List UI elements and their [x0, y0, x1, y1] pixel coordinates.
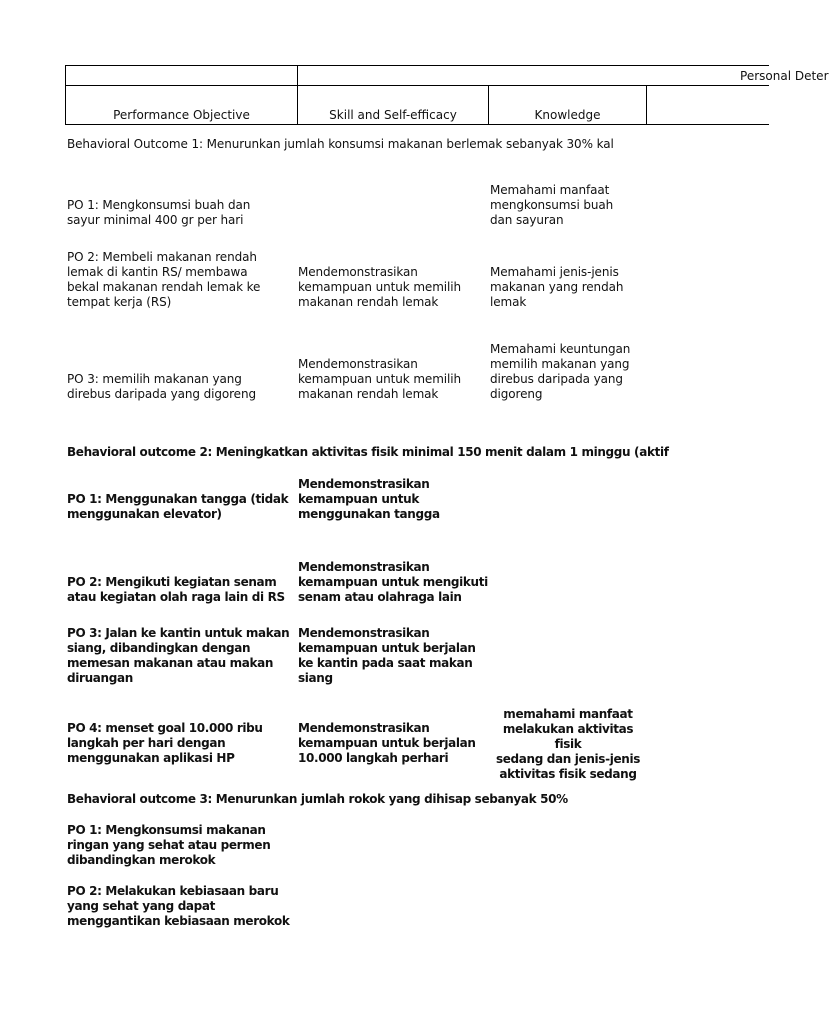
skill-header: Skill and Self-efficacy: [298, 86, 489, 125]
outcome1-po1-knowledge: Memahami manfaat mengkonsumsi buah dan sayuran: [490, 183, 614, 227]
outcome1-title: Behavioral Outcome 1: Menurunkan jumlah konsumsi makanan berlemak sebanyak 30% kal: [67, 137, 614, 151]
outcome2-po4-skill: Mendemonstrasikan kemampuan untuk berjalan 10.000 langkah perhari: [298, 721, 476, 765]
personal-determinants-header: [298, 66, 829, 86]
outcome2-po2: PO 2: Mengikuti kegiatan senam atau kegiatan olah raga lain di RS: [67, 575, 285, 604]
knowledge-header: Knowledge: [489, 86, 647, 125]
outcome2-po3: PO 3: Jalan ke kantin untuk makan siang, dibandingkan dengan memesan makanan atau makan diruangan: [67, 626, 290, 685]
outcome2-po4: PO 4: menset goal 10.000 ribu langkah per hari dengan menggunakan aplikasi HP: [67, 721, 263, 765]
header-next-column: [647, 86, 769, 125]
header-blank-cell: [66, 66, 298, 86]
outcome1-po3-skill: Mendemonstrasikan kemampuan untuk memilih makanan rendah lemak: [298, 357, 461, 401]
outcome1-po2-skill: Mendemonstrasikan kemampuan untuk memilih makanan rendah lemak: [298, 265, 461, 309]
performance-objective-header: Performance Objective: [66, 86, 298, 125]
outcome2-po2-skill: Mendemonstrasikan kemampuan untuk mengikuti senam atau olahraga lain: [298, 560, 488, 604]
outcome1-po2-knowledge: Memahami jenis-jenis makanan yang rendah lemak: [490, 265, 624, 309]
outcome3-po2: PO 2: Melakukan kebiasaan baru yang sehat yang dapat menggantikan kebiasaan merokok: [67, 884, 290, 928]
outcome1-po3: PO 3: memilih makanan yang direbus daripada yang digoreng: [67, 372, 256, 401]
outcome2-po3-skill: Mendemonstrasikan kemampuan untuk berjalan ke kantin pada saat makan siang: [298, 626, 476, 685]
outcome1-po3-knowledge: Memahami keuntungan memilih makanan yang direbus daripada yang digoreng: [490, 342, 631, 401]
outcome1-po1: PO 1: Mengkonsumsi buah dan sayur minimal 400 gr per hari: [67, 198, 251, 227]
outcome2-po4-knowledge: memahami manfaat melakukan aktivitas fisik sedang dan jenis-jenis aktivitas fisik sedang: [495, 707, 641, 781]
outcome3-title: Behavioral outcome 3: Menurunkan jumlah rokok yang dihisap sebanyak 50%: [67, 792, 568, 806]
header-table: [65, 65, 829, 125]
outcome2-title: Behavioral outcome 2: Meningkatkan aktivitas fisik minimal 150 menit dalam 1 minggu (aktif: [67, 445, 669, 459]
outcome3-po1: PO 1: Mengkonsumsi makanan ringan yang sehat atau permen dibandingkan merokok: [67, 823, 271, 867]
outcome1-po2: PO 2: Membeli makanan rendah lemak di kantin RS/ membawa bekal makanan rendah lemak ke tempat kerja (RS): [67, 250, 261, 309]
outcome2-po1-skill: Mendemonstrasikan kemampuan untuk menggunakan tangga: [298, 477, 440, 521]
personal-determinants-label: Personal Deter: [740, 68, 829, 83]
outcome2-po1: PO 1: Menggunakan tangga (tidak menggunakan elevator): [67, 492, 289, 521]
